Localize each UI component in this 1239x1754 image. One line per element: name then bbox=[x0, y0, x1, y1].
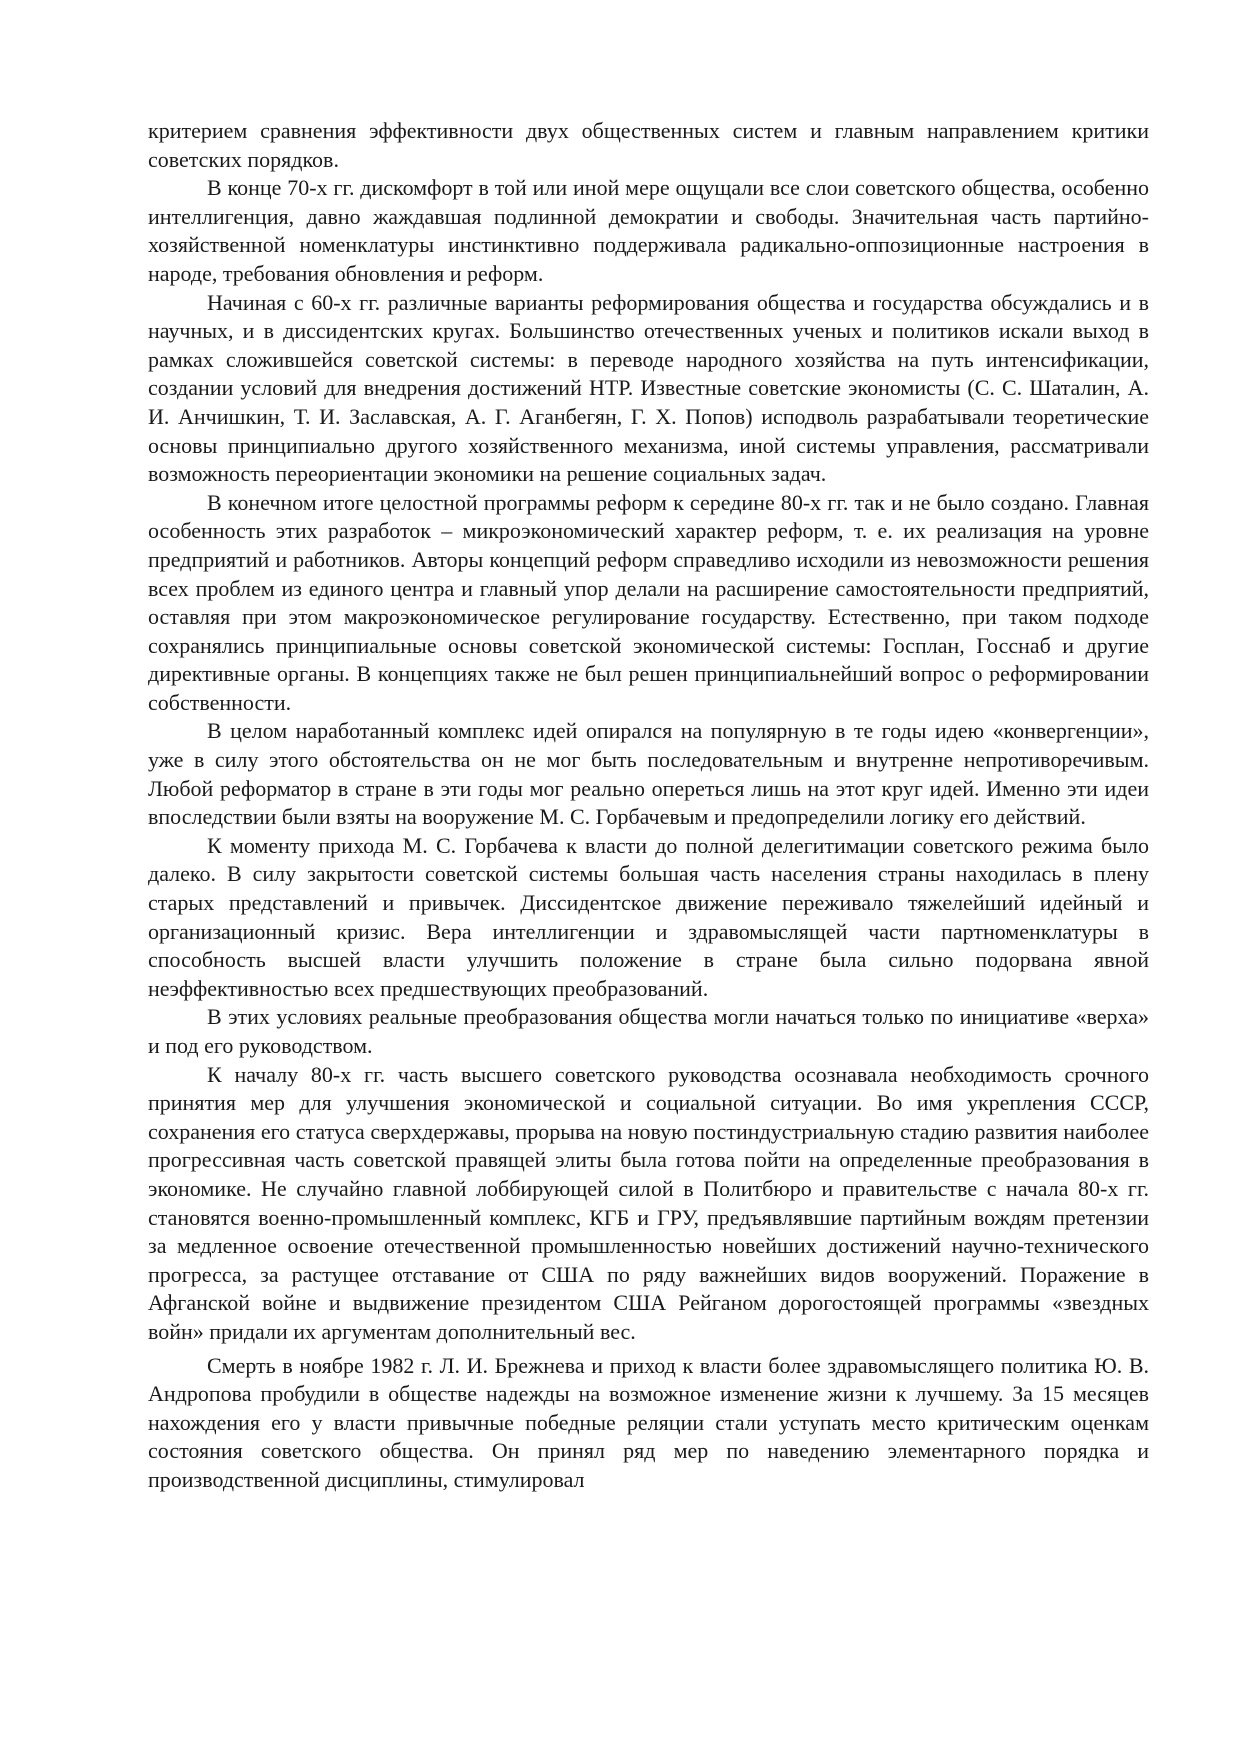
paragraph-9: Смерть в ноябре 1982 г. Л. И. Брежнева и приход к власти более здравомыслящего политика Ю. В. Андропова пробудили в обществе надежды на возможное изменение жизни к лучшему. За 15 месяцев нахождения его у власти привычные победные реляции стали уступать место критическим оценкам состояния советского общества. Он принял ряд мер по наведению элементарного порядка и производственной дисциплины, стимулировал bbox=[148, 1352, 1149, 1492]
paragraph-4: В конечном итоге целостной программы реформ к середине 80-х гг. так и не было создано. Главная особенность этих разработок – микроэкономический характер реформ, т. е. их реализация на уровне предприятий и работников. Авторы концепций реформ справедливо исходили из невозможности решения всех проблем из единого центра и главный упор делали на расширение самостоятельности предприятий, оставляя при этом макроэкономическое регулирование государству. Естественно, при таком подходе сохранялись принципиальные основы советской экономической системы: Госплан, Госснаб и другие директивные органы. В концепциях также не был решен принципиальнейший вопрос о реформировании собственности. bbox=[148, 489, 1149, 715]
paragraph-8: К началу 80-х гг. часть высшего советского руководства осознавала необходимость срочного принятия мер для улучшения экономической и социальной ситуации. Во имя укрепления СССР, сохранения его статуса сверхдержавы, прорыва на новую постиндустриальную стадию развития наиболее прогрессивная часть советской правящей элиты была готова пойти на определенные преобразования в экономике. Не случайно главной лоббирующей силой в Политбюро и правительстве с начала 80-х гг. становятся военно-промышленный комплекс, КГБ и ГРУ, предъявлявшие партийным вождям претензии за медленное освоение отечественной промышленностью новейших достижений научно-технического прогресса, за растущее отставание от США по ряду важнейших видов вооружений. Поражение в Афганской войне и выдвижение президентом США Рейганом дорогостоящей программы «звездных войн» придали их аргументам дополнительный вес. bbox=[148, 1061, 1149, 1344]
document-page bbox=[148, 117, 1149, 1495]
paragraph-7: В этих условиях реальные преобразования общества могли начаться только по инициативе «верха» и под его руководством. bbox=[148, 1004, 1149, 1058]
paragraph-2: В конце 70-х гг. дискомфорт в той или иной мере ощущали все слои советского общества, особенно интеллигенция, давно жаждавшая подлинной демократии и свободы. Значительная часть партийно-хозяйственной номенклатуры инстинктивно поддерживала радикально-оппозиционные настроения в народе, требования обновления и реформ. bbox=[148, 175, 1149, 286]
paragraph-1: критерием сравнения эффективности двух общественных систем и главным направлением критики советских порядков. bbox=[148, 118, 1149, 172]
paragraph-3: Начиная с 60-х гг. различные варианты реформирования общества и государства обсуждались и в научных, и в диссидентских кругах. Большинство отечественных ученых и политиков искали выход в рамках сложившейся советской системы: в переводе народного хозяйства на путь интенсификации, создании условий для внедрения достижений НТР. Известные советские экономисты (С. С. Шаталин, А. И. Анчишкин, Т. И. Заславская, А. Г. Аганбегян, Г. Х. Попов) исподволь разрабатывали теоретические основы принципиально другого хозяйственного механизма, иной системы управления, рассматривали возможность переориентации экономики на решение социальных задач. bbox=[148, 289, 1149, 487]
paragraph-6: К моменту прихода М. С. Горбачева к власти до полной делегитимации советского режима было далеко. В силу закрытости советской системы большая часть населения страны находилась в плену старых представлений и привычек. Диссидентское движение переживало тяжелейший идейный и организационный кризис. Вера интеллигенции и здравомыслящей части партноменклатуры в способность высшей власти улучшить положение в стране была сильно подорвана явной неэффективностью всех предшествующих преобразований. bbox=[148, 832, 1149, 1001]
paragraph-5: В целом наработанный комплекс идей опирался на популярную в те годы идею «конвергенции», уже в силу этого обстоятельства он не мог быть последовательным и внутренне непротиворечивым. Любой реформатор в стране в эти годы мог реально опереться лишь на этот круг идей. Именно эти идеи впоследствии были взяты на вооружение М. С. Горбачевым и предопределили логику его действий. bbox=[148, 718, 1149, 830]
